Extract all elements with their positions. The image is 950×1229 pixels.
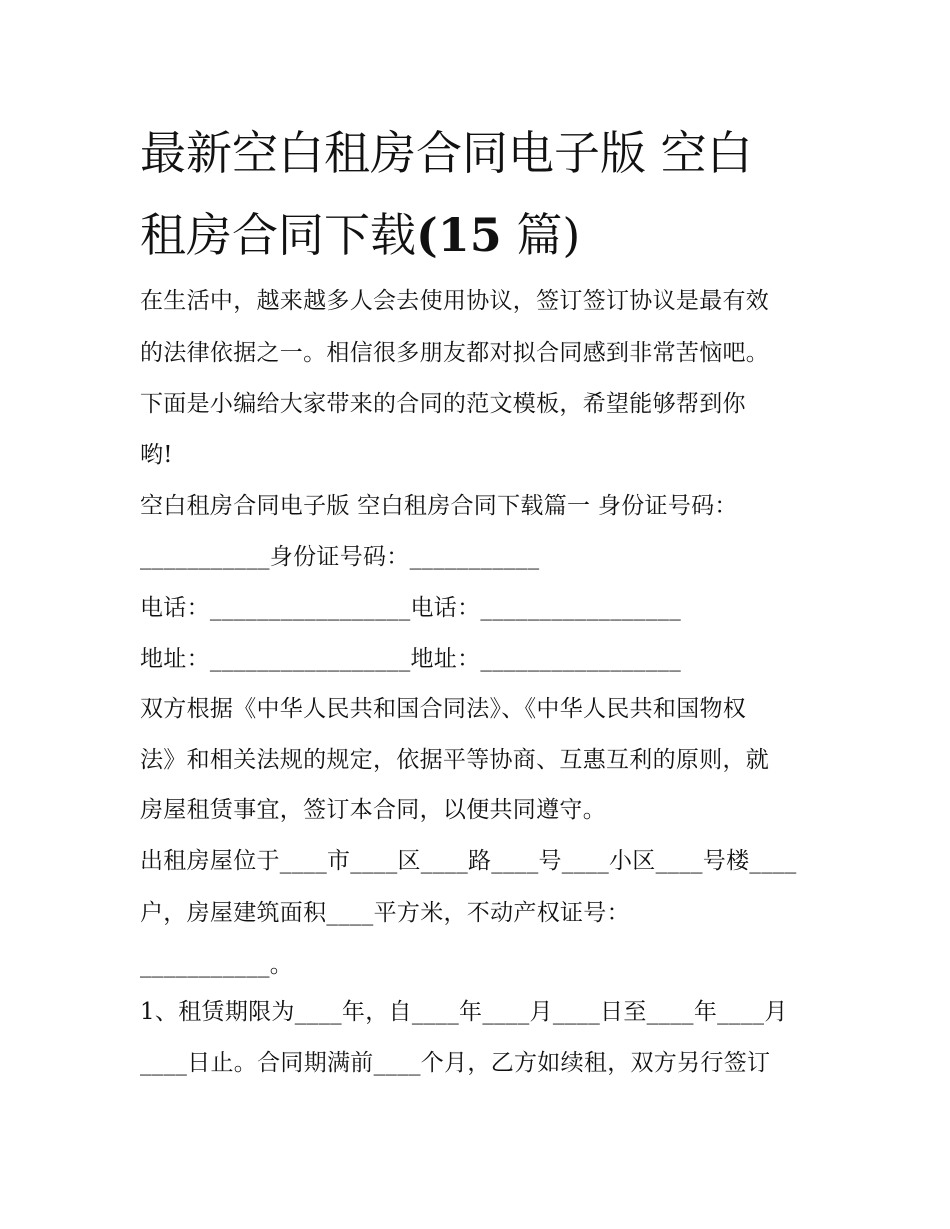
document-title: [140, 112, 830, 276]
term-line-2: ____日止。合同期满前____个月，乙方如续租，双方另行签订: [140, 1050, 771, 1076]
title-line-2-prefix: 租房合同下载: [140, 208, 416, 262]
preamble-line-1: 双方根据《中华人民共和国合同法》、《中华人民共和国物权: [140, 696, 747, 722]
title-line-1: 最新空白租房合同电子版 空白: [140, 126, 753, 180]
property-line-1: 出租房屋位于____市____区____路____号____小区____号楼____: [140, 848, 797, 874]
property-line-3: ___________。: [140, 952, 294, 978]
intro-line-2: 的法律依据之一。相信很多朋友都对拟合同感到非常苦恼吧。: [140, 340, 770, 366]
intro-line-1: 在生活中，越来越多人会去使用协议，签订签订协议是最有效: [140, 288, 770, 314]
title-count: (15: [416, 208, 502, 262]
address-line: 地址：_________________地址：_________________: [140, 646, 681, 672]
term-line-1: 1、租赁期限为____年，自____年____月____日至____年____月: [140, 999, 788, 1025]
phone-line: 电话：_________________电话：_________________: [140, 595, 681, 621]
preamble-line-3: 房屋租赁事宜，签订本合同，以便共同遵守。: [140, 797, 606, 823]
id-number-line: ___________身份证号码：___________: [140, 544, 540, 570]
title-line-2: [140, 194, 830, 276]
property-line-2: 户，房屋建筑面积____平方米，不动产权证号：: [140, 900, 630, 926]
preamble-line-2: 法》和相关法规的规定，依据平等协商、互惠互利的原则，就: [140, 747, 770, 773]
intro-line-3: 下面是小编给大家带来的合同的范文模板，希望能够帮到你: [140, 391, 746, 417]
title-line-2-suffix: 篇): [501, 208, 581, 262]
section-heading-line: 空白租房合同电子版 空白租房合同下载篇一 身份证号码：: [140, 493, 738, 519]
intro-line-4: 哟!: [140, 442, 173, 468]
